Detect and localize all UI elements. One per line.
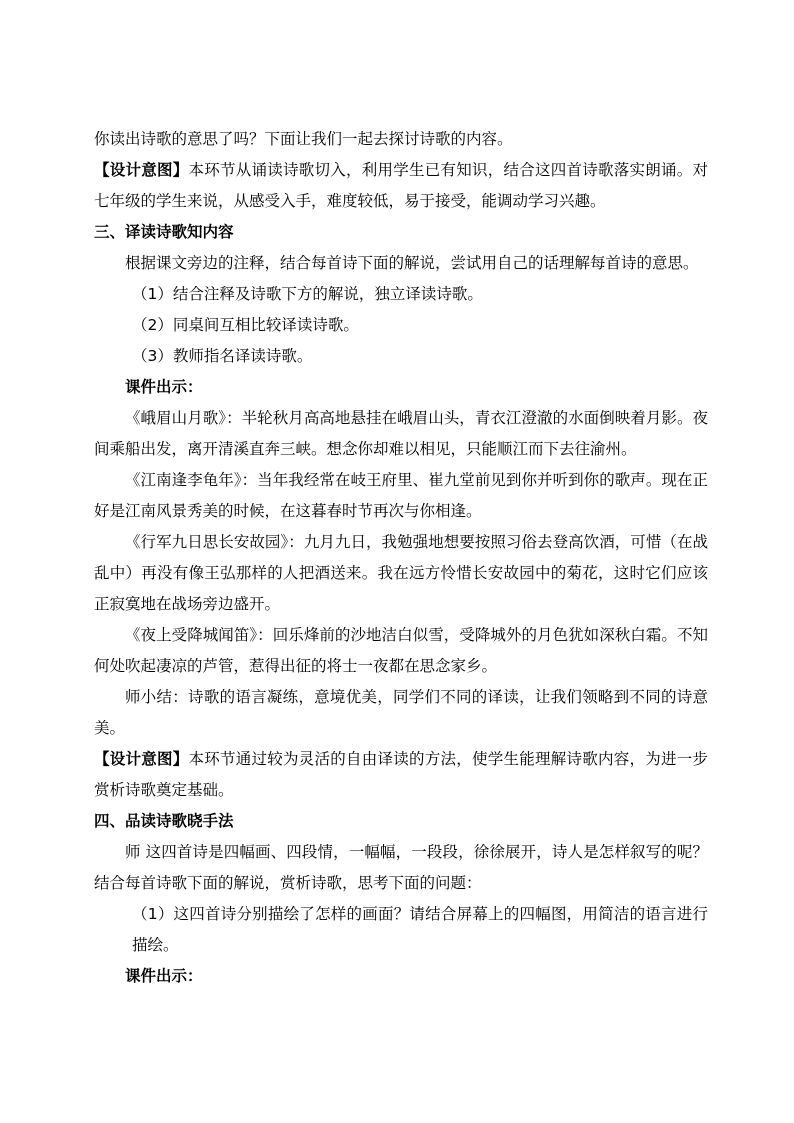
instruction-paragraph: 根据课文旁边的注释，结合每首诗下面的解说，尝试用自己的话理解每首诗的意思。 xyxy=(125,254,699,272)
section-heading-4: 四、品读诗歌晓手法 xyxy=(94,812,234,830)
poem-translation-3: 《行军九日思长安故园》：九月九日，我勉强地想要按照习俗去登高饮酒，可惜（在战乱中）再没有像王弘那样的人把酒送来。我在远方怜惜长安故园中的菊花，这时它们应该正寂寞地在战场旁边盛开。 xyxy=(94,533,708,613)
courseware-label-1: 课件出示： xyxy=(125,378,203,396)
design-intent-paragraph-1 xyxy=(94,155,708,217)
poem-translation-2: 《江南逢李龟年》：当年我经常在岐王府里、崔九堂前见到你并听到你的歌声。现在正好是江南风景秀美的时候，在这暮春时节再次与你相逢。 xyxy=(94,471,708,520)
step-1: （1）结合注释及诗歌下方的解说，独立译读诗歌。 xyxy=(132,285,483,303)
poem-translation-1: 《峨眉山月歌》：半轮秋月高高地悬挂在峨眉山头，青衣江澄澈的水面倒映着月影。夜间乘船出发，离开清溪直奔三峡。想念你却难以相见，只能顺江而下去往渝州。 xyxy=(94,409,708,458)
poem-translation-4: 《夜上受降城闻笛》：回乐烽前的沙地洁白似雪，受降城外的月色犹如深秋白霜。不知何处吹起凄凉的芦管，惹得出征的将士一夜都在思念家乡。 xyxy=(94,626,708,675)
design-intent-tag: 【设计意图】 xyxy=(94,750,189,768)
design-intent-text: 本环节通过较为灵活的自由译读的方法，使学生能理解诗歌内容，为进一步赏析诗歌奠定基础。 xyxy=(94,750,708,799)
design-intent-tag: 【设计意图】 xyxy=(94,161,189,179)
design-intent-text: 本环节从诵读诗歌切入，利用学生已有知识，结合这四首诗歌落实朗诵。对七年级的学生来说，从感受入手，难度较低，易于接受，能调动学习兴趣。 xyxy=(94,161,708,210)
teacher-summary: 师小结：诗歌的语言凝练，意境优美，同学们不同的译读，让我们领略到不同的诗意美。 xyxy=(94,688,708,737)
document-page xyxy=(94,124,708,992)
question-1-text: （1）这四首诗分别描绘了怎样的画面？请结合屏幕上的四幅图，用简洁的语言进行描绘。 xyxy=(132,905,708,954)
intro-paragraph: 你读出诗歌的意思了吗？下面让我们一起去探讨诗歌的内容。 xyxy=(94,130,513,148)
step-3: （3）教师指名译读诗歌。 xyxy=(132,347,313,365)
section-heading-3: 三、译读诗歌知内容 xyxy=(94,223,234,241)
step-2: （2）同桌间互相比较译读诗歌。 xyxy=(132,316,359,334)
design-intent-paragraph-2 xyxy=(94,744,708,806)
courseware-label-2: 课件出示： xyxy=(125,967,203,985)
teacher-question-intro: 师 这四首诗是四幅画、四段情，一幅幅，一段段，徐徐展开，诗人是怎样叙写的呢？结合每首诗歌下面的解说，赏析诗歌，思考下面的问题： xyxy=(94,843,708,892)
question-1 xyxy=(94,899,708,961)
